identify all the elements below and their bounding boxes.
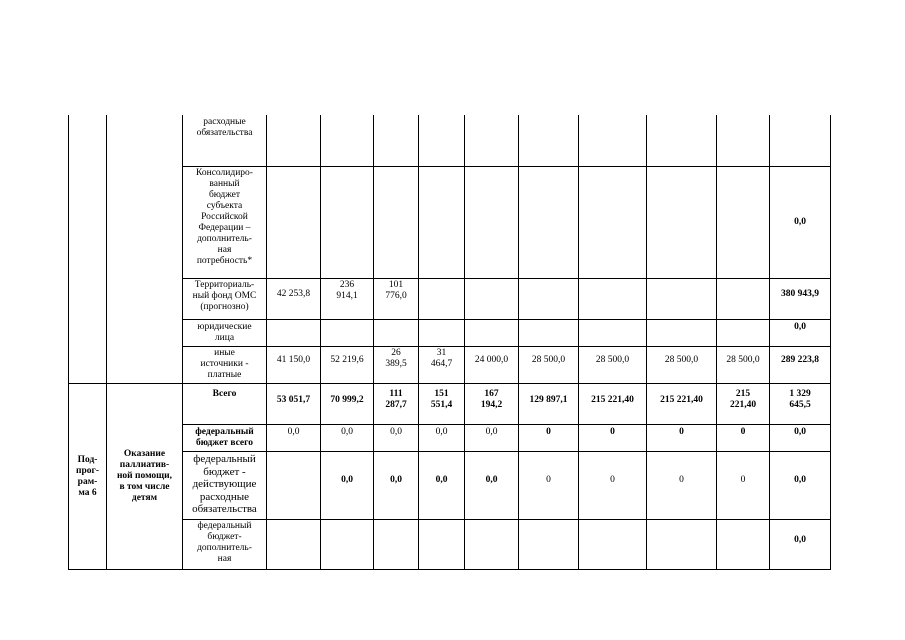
value-cell: 0 <box>546 427 551 437</box>
value-cell: 0 <box>740 474 746 485</box>
value-cell: 0 <box>679 474 684 485</box>
value-cell: 167 194,2 <box>480 389 503 410</box>
value-cell: 215 221,40 <box>591 394 634 405</box>
subprogram-name: Оказание паллиатив- ной помощи, в том числе детям <box>116 449 173 503</box>
value-cell: 0 <box>610 427 615 437</box>
value-cell: 41 150,0 <box>276 354 311 365</box>
value-cell: 53 051,7 <box>276 394 311 405</box>
value-cell: 28 500,0 <box>726 354 760 365</box>
value-cell: 0,0 <box>390 427 402 437</box>
row-label: иные источники - платные <box>200 348 249 380</box>
value-cell: 26 389,5 <box>385 348 407 369</box>
value-cell: 111 287,7 <box>385 389 407 410</box>
value-cell: 215 221,40 <box>729 389 757 410</box>
value-cell: 151 551,4 <box>430 389 453 410</box>
value-cell: 0,0 <box>435 427 448 437</box>
total-cell: 380 943,9 <box>781 288 819 299</box>
grid-line <box>182 319 831 320</box>
value-cell: 129 897,1 <box>529 394 568 405</box>
total-cell: 0,0 <box>794 534 806 545</box>
value-cell: 0,0 <box>485 427 498 437</box>
value-cell: 0 <box>610 474 615 485</box>
total-cell: 289 223,8 <box>781 354 819 365</box>
value-cell: 28 500,0 <box>531 354 566 365</box>
value-cell: 0,0 <box>485 474 498 485</box>
value-cell: 0 <box>546 474 551 485</box>
value-cell: 0 <box>740 427 746 437</box>
value-cell: 101 776,0 <box>385 280 407 301</box>
row-label: федеральный бюджет всего <box>195 427 254 448</box>
row-label: Консолидиро- ванный бюджет субъекта Российской Федерации – дополнитель- ная потребность* <box>196 168 253 266</box>
value-cell: 31 464,7 <box>430 348 453 369</box>
total-cell: 0,0 <box>794 321 806 332</box>
grid-line <box>68 383 831 384</box>
row-label: Территориаль- ный фонд ОМС (прогнозно) <box>192 280 257 312</box>
subprogram-code: Под- прог- рам- ма 6 <box>76 454 99 498</box>
grid-line <box>830 115 831 570</box>
value-cell: 0,0 <box>287 427 300 437</box>
total-cell: 1 329 645,5 <box>789 389 811 410</box>
value-cell: 70 999,2 <box>330 394 364 405</box>
value-cell: 24 000,0 <box>474 354 509 365</box>
row-label: федеральный бюджет- дополнитель- ная <box>197 521 252 564</box>
value-cell: 236 914,1 <box>336 280 358 301</box>
value-cell: 0,0 <box>390 474 402 485</box>
value-cell: 0,0 <box>341 427 353 437</box>
value-cell: 0,0 <box>435 474 448 485</box>
grid-line <box>182 424 831 425</box>
row-label: расходные обязательства <box>196 117 253 138</box>
grid-line <box>266 115 267 570</box>
total-cell: 0,0 <box>794 217 806 227</box>
grid-line <box>182 166 831 167</box>
row-label: юридические лица <box>197 322 252 343</box>
value-cell: 42 253,8 <box>276 288 311 299</box>
grid-line <box>68 569 831 570</box>
grid-line <box>182 519 831 520</box>
row-label: Всего <box>212 389 237 399</box>
value-cell: 52 219,6 <box>330 354 364 365</box>
total-cell: 0,0 <box>794 474 806 485</box>
value-cell: 0 <box>679 427 684 437</box>
value-cell: 215 221,40 <box>660 394 703 405</box>
row-label: федеральный бюджет - действующие расходные обязательства <box>192 453 257 515</box>
value-cell: 28 500,0 <box>595 354 630 365</box>
value-cell: 0,0 <box>341 474 353 485</box>
value-cell: 28 500,0 <box>664 354 699 365</box>
total-cell: 0,0 <box>794 427 806 437</box>
